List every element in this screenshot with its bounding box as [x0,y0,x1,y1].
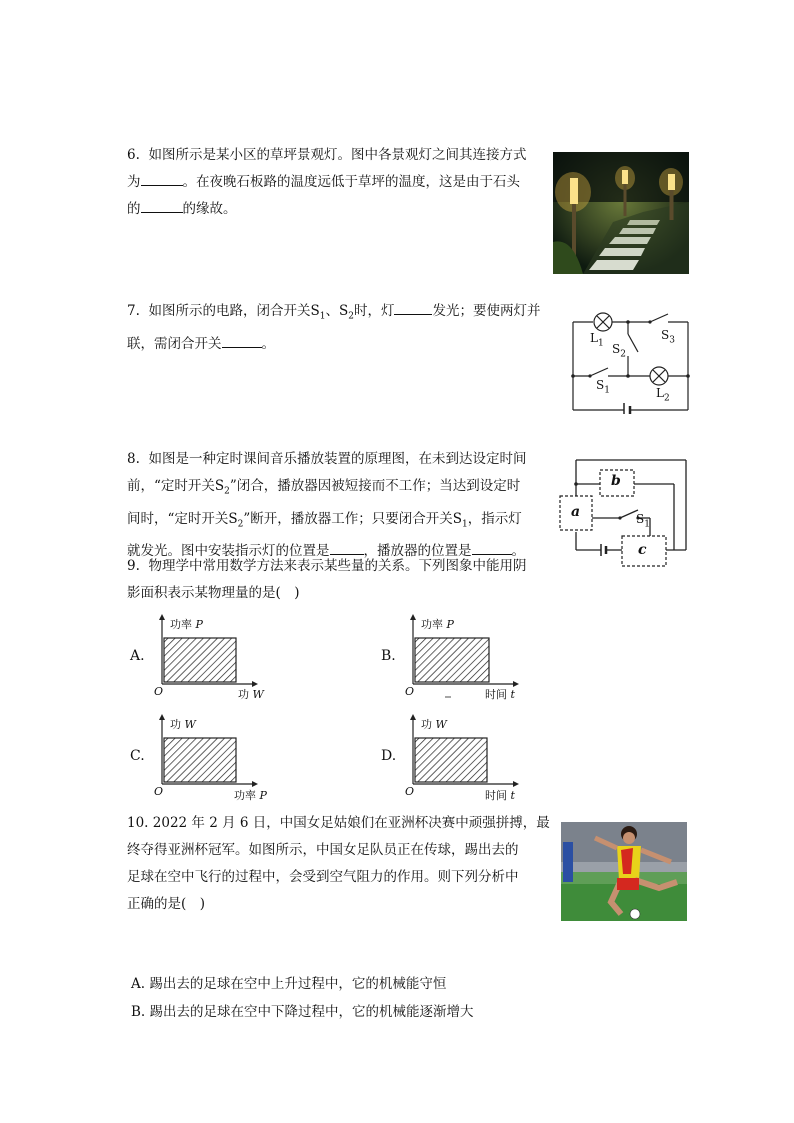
q8-text: ”断开，播放器工作；只要闭合开关S [243,510,463,527]
x-axis-label: 功率 P [234,789,267,802]
origin-label: O [154,785,164,798]
q7-text: 联，需闭合开关 [127,335,222,352]
option-b[interactable]: B. 踢出去的足球在空中下降过程中，它的机械能逐渐增大 [131,1004,474,1020]
label-s3: $S_3$ [661,328,675,346]
question-number: 8. [127,451,140,467]
q7-text: 如图所示的电路，闭合开关S [148,303,320,319]
q10-text: 正确的是( ) [127,896,206,912]
option-a[interactable]: A. 踢出去的足球在空中上升过程中，它的机械能守恒 [131,976,447,992]
q10-text: 2022 年 2 月 6 日，中国女足姑娘们在亚洲杯决赛中顽强拼搏，最 [152,815,550,831]
q8-text: 2 [237,519,244,530]
label-s2: $S_2$ [612,342,626,360]
graph-option-a[interactable] [130,612,270,702]
option-letter: B. [381,648,396,664]
q7-text: 、S [325,303,349,319]
question-6 [127,142,526,223]
label-a: a [571,504,581,520]
y-axis-label: 功 W [170,718,196,731]
answer-blank[interactable] [141,172,183,187]
option-letter: D. [381,748,397,764]
x-axis-label: 功 W [238,688,264,701]
q7-text: 1 [319,311,326,322]
q8-text: 如图是一种定时课间音乐播放装置的原理图，在未到达设定时间 [148,451,527,467]
graph-option-c[interactable] [130,712,280,804]
y-axis-label: 功 W [421,718,447,731]
x-axis-label: 时间 t [485,688,515,701]
q8-text: 。 [511,543,525,560]
y-axis-label: 功率 P [170,618,203,631]
option-letter: C. [130,748,145,764]
soccer-player-photo [561,822,687,921]
q6-line1: 如图所示是某小区的草坪景观灯。图中各景观灯之间其连接方式 [148,147,527,163]
option-letter: A. [130,648,145,664]
q7-text: 时，灯 [353,303,395,319]
y-axis-label: 功率 P [421,618,454,631]
x-axis-label: 时间 t [485,789,515,802]
q6-text: 的缘故。 [182,201,237,217]
question-8 [127,446,526,565]
question-10 [127,810,550,918]
q10-text: 终夺得亚洲杯冠军。如图所示，中国女足队员正在传球，踢出去的 [127,842,519,858]
q8-text: ”闭合，播放器因被短接而不工作；当达到设定时 [229,478,521,494]
label-s1: $S_1$ [596,378,610,396]
answer-blank[interactable] [394,301,432,316]
origin-label: O [405,685,415,698]
label-b: b [611,473,621,489]
label-l1: $L_1$ [590,331,604,349]
label-c: c [638,542,647,558]
q10-text: 足球在空中飞行的过程中，会受到空气阻力的作用。则下列分析中 [127,869,519,885]
question-number: 6. [127,147,140,163]
q8-text: ，播放器的位置是 [363,543,472,560]
graph-option-d[interactable] [381,712,531,804]
question-number: 10. [127,815,149,831]
q6-text: 的 [127,201,141,217]
graph-option-b[interactable] [381,612,531,702]
origin-label: O [405,785,415,798]
q8-text: 就发光。图中安装指示灯的位置是 [127,543,330,560]
q6-text: 。在夜晚石板路的温度远低于草坪的温度，这是由于石头 [182,174,520,190]
q7-text: 。 [261,335,275,352]
q8-text: 2 [224,486,230,497]
lawn-lamp-photo [553,152,689,274]
question-9 [127,553,526,607]
q9-text: 影面积表示某物理量的是( ) [127,585,300,601]
question-7 [127,298,540,358]
question-number: 9. [127,558,140,574]
origin-label: O [154,685,164,698]
label-s1: $S_1$ [636,512,650,530]
answer-blank[interactable] [141,199,183,214]
label-l2: $L_2$ [656,386,670,404]
q8-text: 间时，“定时开关S [127,510,238,527]
timer-circuit-diagram [556,456,690,570]
q6-text: 为 [127,174,141,190]
q7-text: 发光；要使两灯并 [432,303,541,319]
circuit-diagram [560,306,695,414]
q8-text: 前，“定时开关S [127,478,225,494]
q9-text: 物理学中常用数学方法来表示某些量的关系。下列图象中能用阴 [148,558,527,574]
answer-blank[interactable] [222,333,262,348]
q7-text: 2 [348,311,354,322]
question-number: 7. [127,303,140,319]
q8-text: ，指示灯 [467,510,522,527]
q8-text: 1 [462,519,468,530]
